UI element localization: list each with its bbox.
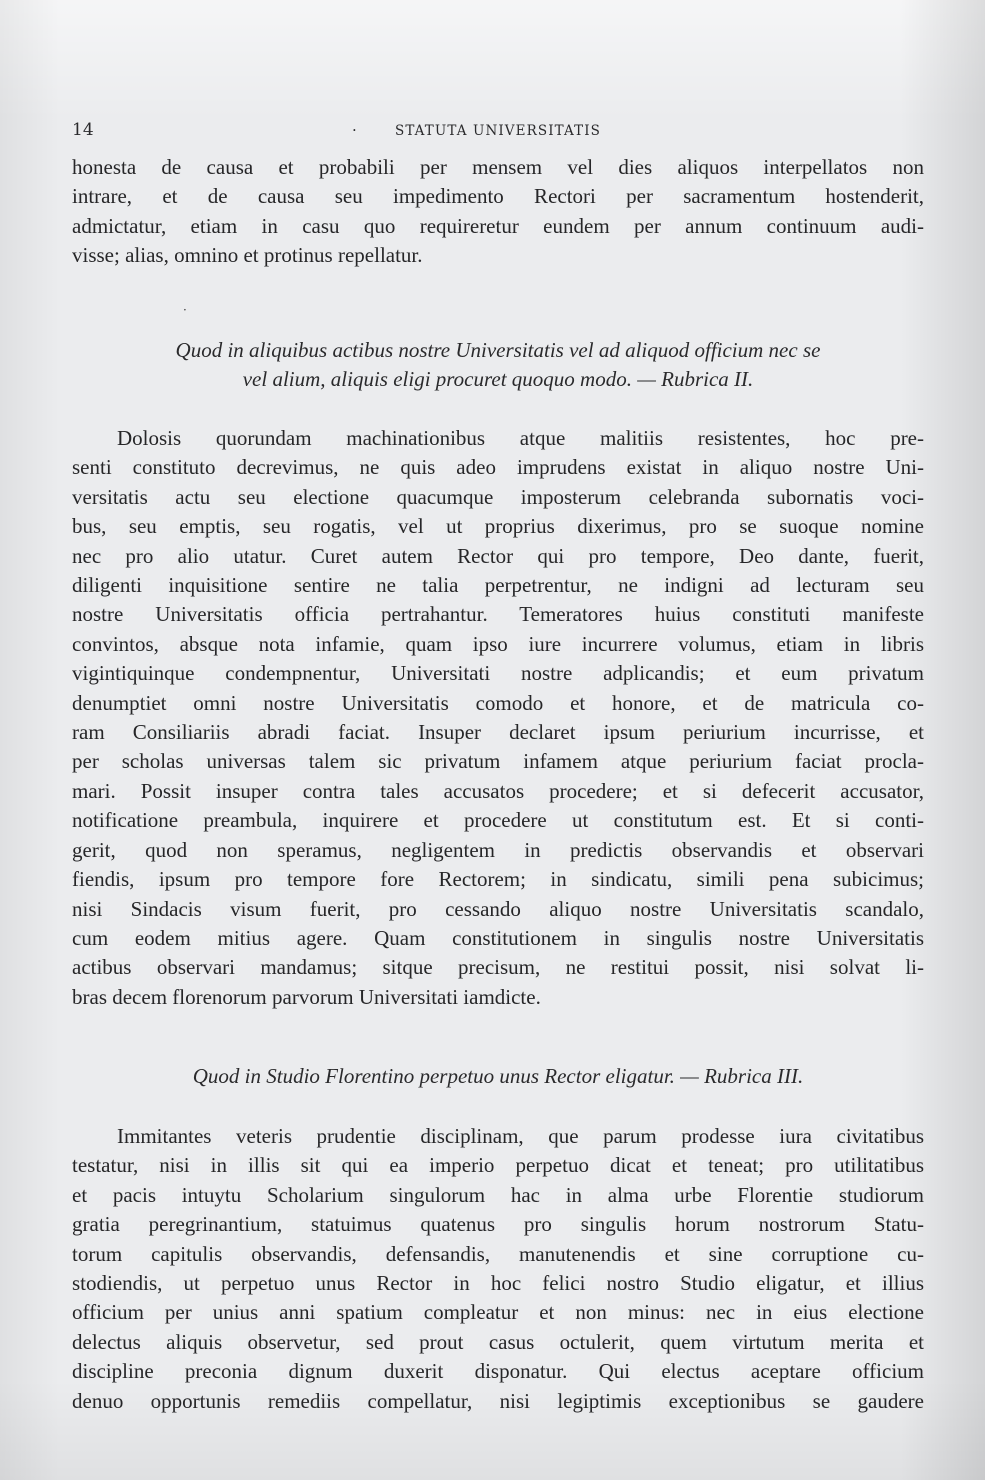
text-line: stodiendis, ut perpetuo unus Rector in hoc felici nostro Studio eligatur, et illius — [72, 1271, 924, 1296]
text-line: honesta de causa et probabili per mensem vel dies aliquos interpellatos non — [72, 155, 924, 179]
text-line: discipline preconia dignum duxerit disponatur. Qui electus aceptare officium — [72, 1359, 924, 1384]
text-line: visse; alias, omnino et protinus repellatur. — [72, 243, 423, 268]
rubric-line: vel alium, aliquis eligi procuret quoquo modo. — Rubrica II. — [242, 367, 754, 391]
text-line: ram Consiliariis abradi faciat. Insuper declaret ipsum periurium incurrisse, et — [72, 720, 924, 745]
stray-dot: · — [183, 303, 187, 317]
rubric-ii-paragraph — [72, 424, 924, 1012]
text-line: nisi Sindacis visum fuerit, pro cessando aliquo nostre Universitatis scandalo, — [72, 896, 924, 921]
text-line: bus, seu emptis, seu rogatis, vel ut proprius dixerimus, pro se suoque nomine — [72, 514, 924, 539]
text-line: denumptiet omni nostre Universitatis comodo et honore, et de matricula co- — [72, 690, 924, 715]
text-line: nostre Universitatis officia pertrahantur. Temeratores huius constituti manifeste — [72, 602, 924, 627]
rubric-iii-paragraph — [72, 1122, 924, 1416]
text-line: intrare, et de causa seu impedimento Rectori per sacramentum hostenderit, — [72, 184, 924, 209]
continuation-paragraph — [72, 153, 924, 271]
text-line: admictatur, etiam in casu quo requireretur eundem per annum continuum audi- — [72, 213, 924, 238]
running-title: STATUTA UNIVERSITATIS — [394, 123, 602, 139]
text-line: nec pro alio utatur. Curet autem Rector qui pro tempore, Deo dante, fuerit, — [72, 543, 924, 568]
text-line: denuo opportunis remediis compellatur, nisi legiptimis exceptionibus se gaudere — [72, 1388, 924, 1413]
text-line: officium per unius anni spatium compleatur et non minus: nec in eius electione — [72, 1300, 924, 1325]
rubric-ii-heading — [72, 336, 924, 394]
text-line: gratia peregrinantium, statuimus quatenus pro singulis horum nostrorum Statu- — [72, 1212, 924, 1237]
text-line: senti constituto decrevimus, ne quis adeo imprudens existat in aliquo nostre Uni- — [72, 455, 924, 480]
text-line: mari. Possit insuper contra tales accusatos procedere; et si defecerit accusator, — [72, 778, 924, 803]
text-line: actibus observari mandamus; sitque precisum, ne restitui possit, nisi solvat li- — [72, 955, 924, 980]
text-line: delectus aliquis observetur, sed prout casus octulerit, quem virtutum merita et — [72, 1329, 924, 1354]
text-line: torum capitulis observandis, defensandis, manutenendis et sine corruptione cu- — [72, 1241, 924, 1266]
text-line: versitatis actu seu electione quacumque imposterum celebranda subornatis voci- — [72, 484, 924, 509]
text-line: Dolosis quorundam machinationibus atque malitiis resistentes, hoc pre- — [117, 426, 924, 450]
rubric-line: Quod in Studio Florentino perpetuo unus Rector eligatur. — Rubrica III. — [192, 1064, 804, 1088]
text-line: diligenti inquisitione sentire ne talia perpetrentur, ne indigni ad lecturam seu — [72, 573, 924, 598]
text-line: et pacis intuytu Scholarium singulorum hac in alma urbe Florentie studiorum — [72, 1182, 924, 1207]
text-line: cum eodem mitius agere. Quam constitutionem in singulis nostre Universitatis — [72, 925, 924, 950]
text-line: fiendis, ipsum pro tempore fore Rectorem; in sindicatu, simili pena subicimus; — [72, 867, 924, 892]
text-line: bras decem florenorum parvorum Universitati iamdicte. — [72, 984, 541, 1009]
text-line: vigintiquinque condempnentur, Universitati nostre adplicandis; et eum privatum — [72, 661, 924, 686]
text-line: convintos, absque nota infamie, quam ipso iure incurrere volumus, etiam in libris — [72, 631, 924, 656]
rubric-iii-heading — [72, 1062, 924, 1091]
text-line: notificatione preambula, inquirere et procedere ut constitutum est. Et si conti- — [72, 808, 924, 833]
header-dot: · — [352, 121, 357, 139]
rubric-line: Quod in aliquibus actibus nostre Universitatis vel ad aliquod officium nec se — [175, 338, 821, 362]
text-line: Immitantes veteris prudentie disciplinam, que parum prodesse iura civitatibus — [117, 1124, 924, 1148]
page-number: 14 — [72, 120, 94, 140]
text-line: gerit, quod non speramus, negligentem in predictis observandis et observari — [72, 837, 924, 862]
text-line: testatur, nisi in illis sit qui ea imperio perpetuo dicat et teneat; pro utilitatibus — [72, 1153, 924, 1178]
running-head — [72, 120, 924, 142]
text-line: per scholas universas talem sic privatum infamem atque periurium faciat procla- — [72, 749, 924, 774]
